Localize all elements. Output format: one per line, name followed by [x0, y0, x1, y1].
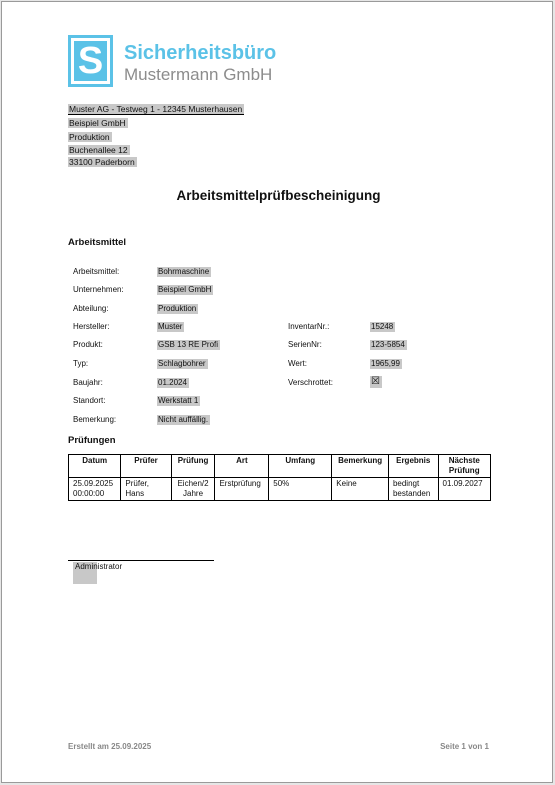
year-value: 01.2024 — [158, 378, 187, 387]
product-label: Produkt: — [73, 340, 103, 349]
type-value: Schlagbohrer — [158, 359, 206, 368]
location-label: Standort: — [73, 396, 106, 405]
company-label: Unternehmen: — [73, 285, 124, 294]
location-value: Werkstatt 1 — [158, 396, 199, 405]
cell-kind: Erstprüfung — [215, 478, 269, 501]
department-value: Produktion — [158, 304, 197, 313]
cell-date: 25.09.2025 00:00:00 — [69, 478, 121, 501]
col-date: Datum — [69, 455, 121, 478]
footer-created: Erstellt am 25.09.2025 — [68, 742, 152, 751]
cell-inspection: Eichen/2 Jahre — [171, 478, 215, 501]
remark-value: Nicht auffällig. — [158, 415, 209, 424]
year-label: Baujahr: — [73, 378, 103, 387]
logo-subtitle: Mustermann GmbH — [124, 65, 273, 84]
inspections-table — [68, 454, 491, 501]
col-inspector: Prüfer — [121, 455, 171, 478]
type-label: Typ: — [73, 359, 89, 368]
signature-line — [68, 560, 214, 561]
col-result: Ergebnis — [388, 455, 438, 478]
col-next-inspection: Nächste Prüfung — [438, 455, 490, 478]
cell-scope: 50% — [269, 478, 332, 501]
logo-letter: S — [74, 41, 107, 81]
inventory-label: InventarNr.: — [288, 322, 330, 331]
scrapped-checkbox: ☒ — [371, 376, 380, 387]
product-value: GSB 13 RE Profi — [158, 340, 219, 349]
document-title: Arbeitsmittelprüfbescheinigung — [176, 188, 381, 203]
serial-label: SerienNr: — [288, 340, 322, 349]
equipment-value: Bohrmaschine — [158, 267, 210, 276]
scrapped-label: Verschrottet: — [288, 378, 333, 387]
recipient-line-3: Buchenallee 12 — [69, 145, 128, 155]
remark-label: Bemerkung: — [73, 415, 117, 424]
department-label: Abteilung: — [73, 304, 109, 313]
col-scope: Umfang — [269, 455, 332, 478]
manufacturer-value: Muster — [158, 322, 183, 331]
equipment-heading: Arbeitsmittel — [68, 237, 127, 248]
document-page — [1, 1, 553, 783]
footer-page-number: Seite 1 von 1 — [440, 742, 489, 751]
signature-name: Administrator — [75, 562, 123, 571]
sender-line: Muster AG - Testweg 1 - 12345 Musterhausen — [69, 104, 243, 114]
company-value: Beispiel GmbH — [158, 285, 212, 294]
value-label: Wert: — [288, 359, 307, 368]
manufacturer-label: Hersteller: — [73, 322, 110, 331]
recipient-line-4: 33100 Paderborn — [69, 157, 135, 167]
value-value: 1965,99 — [371, 359, 400, 368]
recipient-line-2: Produktion — [69, 132, 110, 142]
inventory-value: 15248 — [371, 322, 394, 331]
table-header-row — [69, 455, 491, 478]
serial-value: 123-5854 — [371, 340, 405, 349]
cell-remark: Keine — [332, 478, 389, 501]
recipient-line-1: Beispiel GmbH — [69, 118, 126, 128]
cell-next-inspection: 01.09.2027 — [438, 478, 490, 501]
company-logo — [68, 35, 113, 87]
equipment-label: Arbeitsmittel: — [73, 267, 120, 276]
col-inspection: Prüfung — [171, 455, 215, 478]
cell-inspector: Prüfer, Hans — [121, 478, 171, 501]
inspections-heading: Prüfungen — [68, 435, 116, 446]
cell-result: bedingt bestanden — [388, 478, 438, 501]
col-remark: Bemerkung — [332, 455, 389, 478]
logo-title: Sicherheitsbüro — [124, 42, 277, 64]
col-kind: Art — [215, 455, 269, 478]
table-row — [69, 478, 491, 501]
